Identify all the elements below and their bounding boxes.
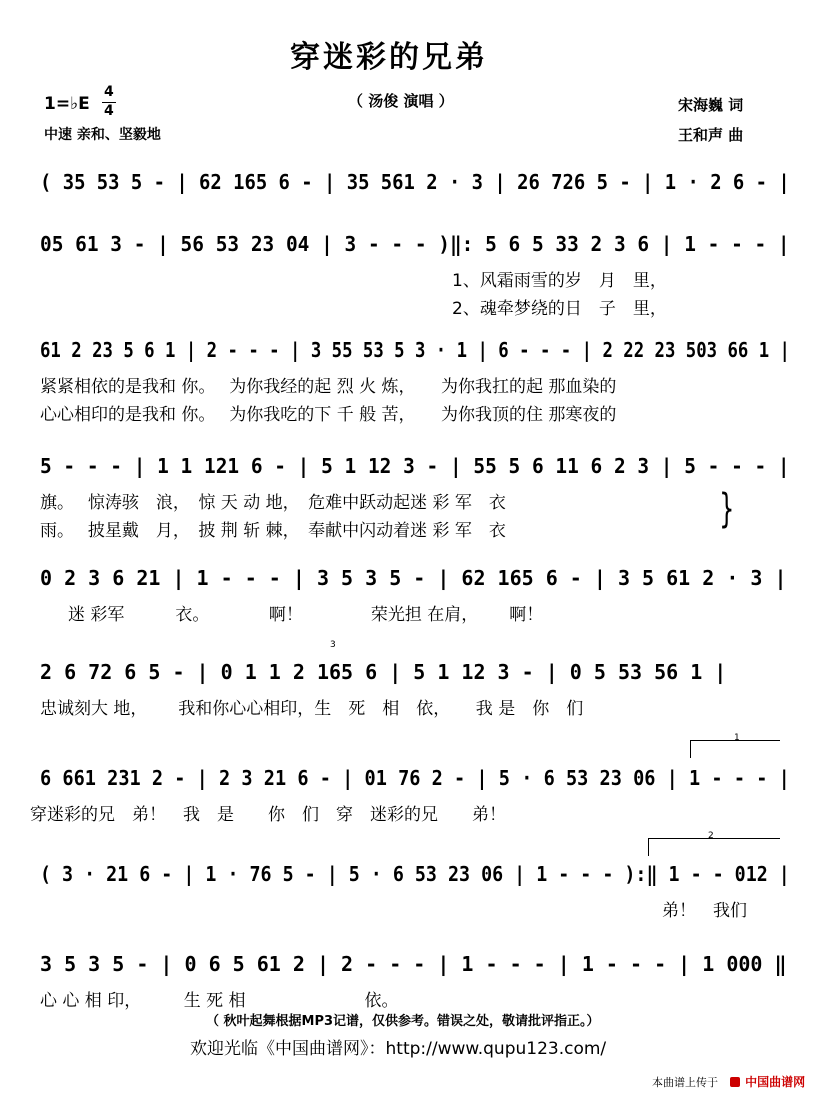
lyric-row-7: 穿迷彩的兄 弟！ 我 是 你 们 穿 迷彩的兄 弟！ [30, 805, 506, 825]
song-title: 穿迷彩的兄弟 [290, 40, 488, 75]
upload-note: 本曲谱上传于 [652, 1076, 718, 1089]
site-logo [730, 1071, 805, 1090]
lyric-row-5: 迷 彩军 衣。 啊！ 荣光担 在肩， 啊！ [68, 605, 544, 625]
score-row-7: 6 661 231 2 - | 2 3 21 6 - | 01 76 2 - | 5 · 6 53 23 06 | 1 - - - | [40, 766, 790, 790]
lyric-row-9: 心 心 相 印， 生 死 相 依。 [40, 991, 399, 1011]
volta-2: 2 [708, 831, 714, 841]
score-row-9: 3 5 3 5 - | 0 6 5 61 2 | 2 - - - | 1 - - - | 1 - - - | 1 000 ‖ [40, 952, 787, 976]
composer: 王和声 曲 [678, 126, 744, 144]
score-row-5: 0 2 3 6 21 | 1 - - - | 3 5 3 5 - | 62 165 6 - | 3 5 61 2 · 3 | [40, 566, 787, 590]
time-bottom: 4 [104, 103, 114, 119]
logo-icon [730, 1077, 740, 1087]
brace: } [719, 486, 735, 532]
score-row-3: 61 2 23 5 6 1 | 2 - - - | 3 55 53 5 3 · 1 | 6 - - - | 2 22 23 503 66 1 | [40, 338, 790, 362]
lyric-row-2-verse-2: 2、魂牵梦绕的日 子 里， [452, 299, 667, 319]
volta-1: 1 [734, 733, 740, 743]
lyric-row-4-verse-1: 旗。 惊涛骇 浪， 惊 天 动 地， 危难中跃动起迷 彩 军 衣 [40, 493, 506, 513]
triplet-mark: 3 [330, 640, 336, 650]
key-signature: 1=♭E [44, 94, 90, 114]
performer: （ 汤俊 演唱 ） [348, 92, 454, 110]
score-row-2: 05 61 3 - | 56 53 23 04 | 3 - - - )‖: 5 6 5 33 2 3 6 | 1 - - - | [40, 232, 790, 256]
lyric-row-2-verse-1: 1、风霜雨雪的岁 月 里， [452, 271, 667, 291]
lyric-row-4-verse-2: 雨。 披星戴 月， 披 荆 斩 棘， 奉献中闪动着迷 彩 军 衣 [40, 521, 506, 541]
score-row-4: 5 - - - | 1 1 121 6 - | 5 1 12 3 - | 55 5 6 11 6 2 3 | 5 - - - | [40, 454, 790, 478]
score-row-6: 2 6 72 6 5 - | 0 1 1 2 165 6 | 5 1 12 3 - | 0 5 53 56 1 | [40, 660, 727, 684]
score-row-1: ( 35 53 5 - | 62 165 6 - | 35 561 2 · 3 | 26 726 5 - | 1 · 2 6 - | [40, 170, 790, 194]
lyricist: 宋海巍 词 [678, 96, 744, 114]
logo-text: 中国曲谱网 [745, 1075, 806, 1089]
lyric-row-3-verse-2: 心心相印的是我和 你。 为你我吃的下 千 般 苦， 为你我顶的住 那寒夜的 [40, 405, 617, 425]
site-link[interactable]: 欢迎光临《中国曲谱网》：http://www.qupu123.com/ [190, 1039, 607, 1059]
transcription-note: （ 秋叶起舞根据MP3记谱，仅供参考。错误之处，敬请批评指正。） [206, 1014, 600, 1029]
lyric-row-3-verse-1: 紧紧相依的是我和 你。 为你我经的起 烈 火 炼， 为你我扛的起 那血染的 [40, 377, 617, 397]
time-top: 4 [104, 84, 114, 100]
score-row-8: ( 3 · 21 6 - | 1 · 76 5 - | 5 · 6 53 23 06 | 1 - - - ):‖ 1 - - 012 | [40, 862, 790, 886]
tempo: 中速 亲和、坚毅地 [44, 127, 161, 143]
lyric-row-8: 弟！ 我们 [662, 901, 747, 921]
lyric-row-6: 忠诚刻大 地， 我和你心心相印，生 死 相 依， 我 是 你 们 [40, 699, 584, 719]
